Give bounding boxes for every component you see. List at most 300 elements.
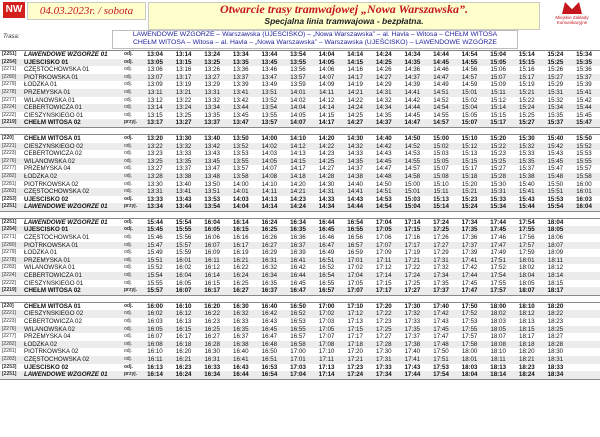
departure-time: 15:55 <box>576 157 592 165</box>
departure-time: 15:07 <box>433 165 449 173</box>
direction-label: odj. <box>124 157 133 164</box>
departure-time: 13:34 <box>147 203 163 211</box>
stop-code: [2254] <box>2 226 17 233</box>
departure-time: 18:04 <box>519 272 535 280</box>
departure-time: 18:11 <box>547 256 563 264</box>
departure-time: 17:26 <box>433 234 449 242</box>
departure-time: 14:59 <box>461 81 478 89</box>
departure-time: 14:53 <box>404 150 421 158</box>
departure-time: 17:22 <box>404 264 421 272</box>
departure-time: 13:37 <box>233 73 249 81</box>
departure-time: 16:22 <box>204 310 220 318</box>
departure-time: 16:27 <box>232 287 249 295</box>
stop-code: [2277] <box>2 165 16 172</box>
stop-name: PRZEMYSKA 01 <box>24 88 71 96</box>
departure-time: 17:15 <box>376 279 392 287</box>
stop-name: CHEŁM WITOSA 01 <box>24 302 81 310</box>
departure-time: 17:04 <box>375 218 392 226</box>
departure-time: 14:15 <box>318 111 335 119</box>
departure-time: 18:06 <box>547 234 564 242</box>
table-row <box>0 341 600 349</box>
departure-time: 17:49 <box>490 249 506 257</box>
departure-time: 14:24 <box>290 203 306 211</box>
departure-time: 15:15 <box>461 157 478 165</box>
table-row <box>0 97 600 105</box>
departure-time: 17:55 <box>518 226 535 234</box>
departure-time: 16:11 <box>204 256 220 264</box>
table-row <box>0 104 600 112</box>
departure-time: 17:04 <box>290 371 306 379</box>
departure-time: 14:53 <box>375 195 392 203</box>
departure-time: 14:45 <box>404 111 421 119</box>
departure-time: 15:42 <box>576 96 592 104</box>
departure-time: 15:52 <box>147 264 163 272</box>
stop-name: PIOTRKOWSKA 02 <box>24 180 79 188</box>
departure-time: 13:45 <box>261 58 278 66</box>
departure-time: 16:27 <box>261 241 278 249</box>
departure-time: 13:33 <box>147 195 163 203</box>
departure-time: 15:57 <box>175 241 192 249</box>
departure-time: 15:12 <box>490 96 506 104</box>
departure-time: 14:35 <box>376 111 392 119</box>
direction-label: odj. <box>124 51 133 57</box>
departure-time: 14:22 <box>347 96 363 104</box>
departure-time: 16:10 <box>175 302 192 310</box>
departure-time: 18:03 <box>461 363 478 371</box>
departure-time: 14:56 <box>461 66 478 74</box>
departure-time: 14:34 <box>318 203 335 211</box>
departure-time: 14:50 <box>404 134 421 142</box>
departure-time: 16:54 <box>261 371 278 379</box>
departure-time: 15:37 <box>547 119 564 127</box>
stop-code: [2279] <box>2 81 16 88</box>
departure-time: 18:20 <box>547 302 564 310</box>
departure-time: 18:22 <box>547 310 564 318</box>
departure-time: 15:35 <box>576 58 592 66</box>
departure-time: 13:36 <box>233 66 249 74</box>
stop-name: WILANOWSKA 02 <box>24 157 75 165</box>
departure-time: 16:59 <box>347 249 363 257</box>
stop-code: [2271] <box>2 66 16 73</box>
departure-time: 14:05 <box>261 157 278 165</box>
departure-time: 14:40 <box>375 134 392 142</box>
departure-time: 14:14 <box>347 51 364 58</box>
departure-time: 14:15 <box>347 58 364 66</box>
departure-time: 14:57 <box>404 165 421 173</box>
departure-time: 15:27 <box>547 73 564 81</box>
stop-name: CIESZYŃSKIEGO 01 <box>24 279 84 287</box>
departure-time: 14:52 <box>433 96 449 104</box>
departure-time: 16:13 <box>175 318 192 325</box>
departure-time: 16:35 <box>233 325 249 333</box>
stop-name: LAWENDOWE WZGÓRZE 01 <box>24 203 108 211</box>
departure-time: 13:12 <box>147 96 163 104</box>
departure-time: 16:12 <box>204 264 220 272</box>
stop-code: [2283] <box>2 264 16 271</box>
departure-time: 16:28 <box>204 340 220 348</box>
direction-label: odj. <box>124 81 133 88</box>
departure-time: 16:53 <box>261 363 278 371</box>
direction-label: odj. <box>124 340 133 347</box>
departure-time: 15:09 <box>490 81 506 89</box>
departure-time: 15:15 <box>490 111 506 119</box>
departure-time: 15:49 <box>147 249 163 257</box>
departure-time: 13:46 <box>261 66 278 74</box>
departure-time: 18:27 <box>547 333 564 341</box>
departure-time: 16:00 <box>147 302 163 310</box>
departure-time: 17:34 <box>461 218 478 226</box>
departure-time: 18:07 <box>490 333 506 341</box>
direction-label: przyj. <box>124 287 138 294</box>
departure-time: 16:37 <box>261 287 278 295</box>
departure-time: 14:45 <box>376 157 392 165</box>
departure-time: 15:02 <box>461 96 478 104</box>
departure-time: 14:09 <box>318 81 335 89</box>
stop-name: CHEŁM WITOSA 02 <box>24 119 81 127</box>
departure-time: 14:41 <box>347 188 363 196</box>
departure-time: 17:34 <box>375 371 392 379</box>
departure-time: 16:02 <box>175 264 192 272</box>
stop-code: [2219] <box>2 287 17 294</box>
table-row <box>0 81 600 89</box>
stop-code: [2219] <box>2 119 17 126</box>
departure-time: 13:35 <box>175 157 192 165</box>
table-row <box>0 158 600 166</box>
departure-time: 15:18 <box>461 172 478 180</box>
departure-time: 15:34 <box>490 203 507 211</box>
direction-label: odj. <box>124 264 133 271</box>
departure-time: 17:27 <box>376 333 392 341</box>
departure-time: 16:17 <box>175 333 192 341</box>
departure-time: 17:52 <box>461 310 478 318</box>
departure-time: 15:12 <box>461 142 478 150</box>
departure-time: 13:25 <box>175 111 192 119</box>
departure-time: 15:51 <box>147 256 163 264</box>
route-line-return: CHEŁM WITOSA – Witosa – al. Havla – „Nowa Warszawska” – Warszawska (UJEŚCISKO) – LAWENDOWE WZGÓRZE <box>133 39 497 47</box>
departure-time: 18:34 <box>547 371 564 379</box>
departure-time: 16:14 <box>204 272 220 280</box>
departure-time: 17:17 <box>404 241 421 249</box>
departure-time: 13:31 <box>147 188 163 196</box>
table-row <box>0 119 600 128</box>
table-row <box>0 143 600 151</box>
departure-time: 14:25 <box>347 111 363 119</box>
departure-time: 18:12 <box>519 310 535 318</box>
stop-code: [2281] <box>2 348 16 355</box>
departure-time: 15:07 <box>461 119 478 127</box>
departure-time: 16:12 <box>175 310 192 318</box>
departure-time: 17:40 <box>433 302 449 310</box>
departure-time: 16:54 <box>318 272 335 280</box>
departure-time: 15:42 <box>547 142 564 150</box>
departure-time: 14:08 <box>261 172 278 180</box>
departure-time: 16:44 <box>290 272 306 280</box>
departure-time: 13:21 <box>175 88 192 96</box>
departure-time: 17:22 <box>376 310 392 318</box>
departure-time: 16:03 <box>576 195 592 203</box>
departure-time: 15:10 <box>461 134 478 142</box>
departure-time: 17:10 <box>318 348 335 356</box>
departure-time: 18:07 <box>518 287 535 295</box>
departure-time: 15:17 <box>490 119 507 127</box>
departure-time: 15:08 <box>433 172 449 180</box>
departure-time: 15:30 <box>518 134 535 142</box>
departure-time: 14:13 <box>261 195 278 203</box>
timetable-block <box>0 134 600 212</box>
departure-time: 18:17 <box>519 333 535 341</box>
departure-time: 17:57 <box>519 241 535 249</box>
departure-time: 14:02 <box>261 142 278 150</box>
departure-time: 16:37 <box>233 333 249 341</box>
departure-time: 15:37 <box>519 165 535 173</box>
departure-time: 14:46 <box>433 66 449 74</box>
departure-time: 16:34 <box>204 371 221 379</box>
departure-time: 14:55 <box>433 111 449 119</box>
departure-time: 15:10 <box>433 180 449 188</box>
departure-time: 15:31 <box>490 188 506 196</box>
departure-time: 14:04 <box>232 203 249 211</box>
stop-name: CIESZYŃSKIEGO 02 <box>24 142 84 150</box>
departure-time: 13:51 <box>261 88 278 96</box>
departure-time: 17:53 <box>433 363 449 371</box>
departure-time: 17:58 <box>461 340 478 348</box>
departure-time: 18:12 <box>547 264 564 272</box>
departure-time: 17:54 <box>490 272 506 280</box>
departure-time: 13:14 <box>175 51 192 58</box>
timetable-block <box>0 218 600 296</box>
departure-time: 15:47 <box>147 241 163 249</box>
departure-time: 13:32 <box>204 96 220 104</box>
departure-time: 17:23 <box>376 318 392 325</box>
departure-time: 16:13 <box>147 363 163 371</box>
departure-time: 15:03 <box>404 195 421 203</box>
departure-time: 18:18 <box>519 340 535 348</box>
table-row <box>0 364 600 372</box>
departure-time: 15:00 <box>404 180 421 188</box>
departure-time: 17:02 <box>318 310 335 318</box>
departure-time: 18:33 <box>547 363 564 371</box>
departure-time: 15:57 <box>576 165 592 173</box>
departure-time: 15:52 <box>576 142 592 150</box>
departure-time: 18:05 <box>519 279 535 287</box>
departure-time: 15:32 <box>519 142 535 150</box>
departure-time: 13:37 <box>204 119 221 127</box>
departure-time: 16:31 <box>204 355 220 363</box>
stop-code: [2282] <box>2 340 16 347</box>
departure-time: 17:14 <box>404 218 421 226</box>
departure-time: 14:36 <box>404 66 421 74</box>
departure-time: 17:03 <box>318 318 335 325</box>
departure-time: 17:50 <box>461 302 478 310</box>
table-row <box>0 280 600 288</box>
departure-time: 14:28 <box>318 172 335 180</box>
stop-code: [2279] <box>2 249 16 256</box>
departure-time: 13:57 <box>233 165 249 173</box>
departure-time: 14:34 <box>404 51 421 58</box>
departure-time: 16:57 <box>347 241 363 249</box>
stop-name: PIOTRKOWSKA 01 <box>24 73 79 81</box>
stop-code: [2251] <box>2 51 17 57</box>
departure-time: 15:40 <box>547 134 564 142</box>
departure-time: 17:02 <box>347 264 363 272</box>
departure-time: 13:55 <box>261 111 278 119</box>
table-row <box>0 112 600 120</box>
departure-time: 15:35 <box>547 111 564 119</box>
departure-time: 18:04 <box>547 218 564 226</box>
departure-time: 17:36 <box>461 234 478 242</box>
page-title: Otwarcie trasy tramwajowej „Nowa Warszawska”. <box>220 2 468 16</box>
departure-time: 16:52 <box>290 310 306 318</box>
departure-time: 15:37 <box>576 73 592 81</box>
departure-time: 16:47 <box>290 287 306 295</box>
departure-time: 17:16 <box>404 234 421 242</box>
departure-time: 14:15 <box>290 157 306 165</box>
direction-label: odj. <box>124 249 133 256</box>
departure-time: 16:19 <box>233 249 249 257</box>
direction-label: odj. <box>124 180 133 187</box>
departure-time: 17:12 <box>347 310 363 318</box>
departure-time: 18:08 <box>490 340 506 348</box>
table-row <box>0 203 600 212</box>
departure-time: 17:01 <box>290 355 306 363</box>
timetable <box>0 50 600 380</box>
departure-time: 16:47 <box>318 241 335 249</box>
departure-time: 13:45 <box>204 157 220 165</box>
departure-time: 13:04 <box>147 51 163 58</box>
departure-time: 17:41 <box>404 355 421 363</box>
departure-time: 13:57 <box>290 73 306 81</box>
departure-time: 18:07 <box>547 241 564 249</box>
departure-time: 13:28 <box>147 172 163 180</box>
direction-label: przyj. <box>124 203 138 210</box>
departure-time: 17:25 <box>376 325 392 333</box>
route-line-outbound: LAWENDOWE WZGÓRZE – Warszawska (UJEŚCISKO) – „Nowa Warszawska” – al. Havla – Witosa – CHEŁM WITOSA <box>132 31 498 38</box>
departure-time: 15:32 <box>547 96 564 104</box>
departure-time: 14:51 <box>376 188 392 196</box>
table-row <box>0 333 600 341</box>
stop-name: PIOTRKOWSKA 01 <box>24 241 79 249</box>
departure-time: 16:16 <box>233 234 249 242</box>
stop-name: UJEŚCISKO 02 <box>24 363 69 371</box>
departure-time: 15:34 <box>576 51 592 58</box>
departure-time: 16:00 <box>576 180 592 188</box>
departure-time: 15:19 <box>519 81 535 89</box>
departure-time: 14:00 <box>233 180 249 188</box>
departure-time: 16:35 <box>290 226 306 234</box>
table-row <box>0 165 600 173</box>
departure-time: 17:32 <box>404 310 421 318</box>
departure-time: 17:25 <box>433 226 449 234</box>
departure-time: 13:47 <box>204 165 220 173</box>
departure-time: 14:17 <box>290 165 306 173</box>
departure-time: 16:15 <box>232 226 249 234</box>
direction-label: odj. <box>124 241 133 248</box>
route-label: Trasa: <box>3 34 20 40</box>
departure-time: 15:56 <box>175 234 192 242</box>
timetable-block <box>0 50 600 128</box>
stop-code: [2271] <box>2 234 16 241</box>
departure-time: 16:44 <box>318 218 335 226</box>
departure-time: 13:20 <box>147 134 163 142</box>
departure-time: 15:02 <box>433 142 449 150</box>
departure-time: 16:14 <box>147 371 163 379</box>
departure-time: 13:54 <box>261 104 278 112</box>
direction-label: odj. <box>124 195 133 202</box>
departure-time: 17:46 <box>490 234 506 242</box>
table-row <box>0 59 600 67</box>
departure-time: 16:33 <box>204 363 221 371</box>
departure-time: 17:03 <box>290 363 306 371</box>
departure-time: 17:42 <box>461 264 478 272</box>
departure-time: 14:48 <box>376 172 392 180</box>
departure-time: 16:07 <box>175 287 192 295</box>
departure-time: 14:35 <box>404 58 421 66</box>
stop-name: ŁÓDZKA 01 <box>24 249 58 257</box>
departure-time: 17:14 <box>376 272 392 280</box>
departure-time: 13:44 <box>261 51 278 58</box>
departure-time: 14:35 <box>347 157 363 165</box>
stop-code: [2222] <box>2 111 16 118</box>
departure-time: 13:47 <box>261 73 278 81</box>
departure-time: 13:22 <box>175 96 192 104</box>
departure-time: 17:54 <box>518 218 535 226</box>
departure-time: 13:35 <box>204 111 220 119</box>
direction-label: odj. <box>124 279 133 286</box>
departure-time: 15:27 <box>490 165 506 173</box>
departure-time: 17:27 <box>433 241 449 249</box>
departure-time: 14:55 <box>461 58 478 66</box>
departure-time: 14:37 <box>347 165 363 173</box>
table-row <box>0 173 600 181</box>
departure-time: 13:38 <box>175 172 192 180</box>
departure-time: 16:01 <box>576 188 592 196</box>
departure-time: 15:24 <box>547 51 564 58</box>
departure-time: 16:14 <box>232 218 249 226</box>
departure-time: 18:30 <box>547 348 564 356</box>
departure-time: 16:36 <box>290 234 306 242</box>
departure-time: 17:33 <box>404 318 421 325</box>
departure-time: 17:13 <box>347 318 363 325</box>
departure-time: 17:43 <box>404 363 421 371</box>
direction-label: odj. <box>124 111 133 118</box>
departure-time: 17:30 <box>376 348 392 356</box>
stop-name: CIESZYŃSKIEGO 01 <box>24 111 84 119</box>
departure-time: 16:17 <box>204 287 221 295</box>
departure-time: 16:48 <box>261 340 278 348</box>
departure-time: 16:56 <box>347 234 363 242</box>
departure-time: 15:20 <box>490 134 507 142</box>
departure-time: 13:32 <box>175 142 192 150</box>
departure-time: 14:42 <box>404 96 421 104</box>
departure-time: 15:01 <box>461 88 478 96</box>
stop-code: [2221] <box>2 142 16 149</box>
departure-time: 16:22 <box>233 264 249 272</box>
departure-time: 14:03 <box>232 195 249 203</box>
departure-time: 16:07 <box>204 241 220 249</box>
departure-time: 16:25 <box>204 325 220 333</box>
departure-time: 17:45 <box>461 279 478 287</box>
departure-time: 15:25 <box>490 157 506 165</box>
departure-time: 14:41 <box>404 88 421 96</box>
departure-time: 15:46 <box>147 234 163 242</box>
departure-time: 17:54 <box>433 371 449 379</box>
departure-time: 15:50 <box>547 180 564 188</box>
departure-time: 13:24 <box>204 51 221 58</box>
table-row <box>0 318 600 326</box>
departure-time: 14:17 <box>347 73 363 81</box>
departure-time: 14:49 <box>433 81 449 89</box>
departure-time: 13:45 <box>233 111 249 119</box>
